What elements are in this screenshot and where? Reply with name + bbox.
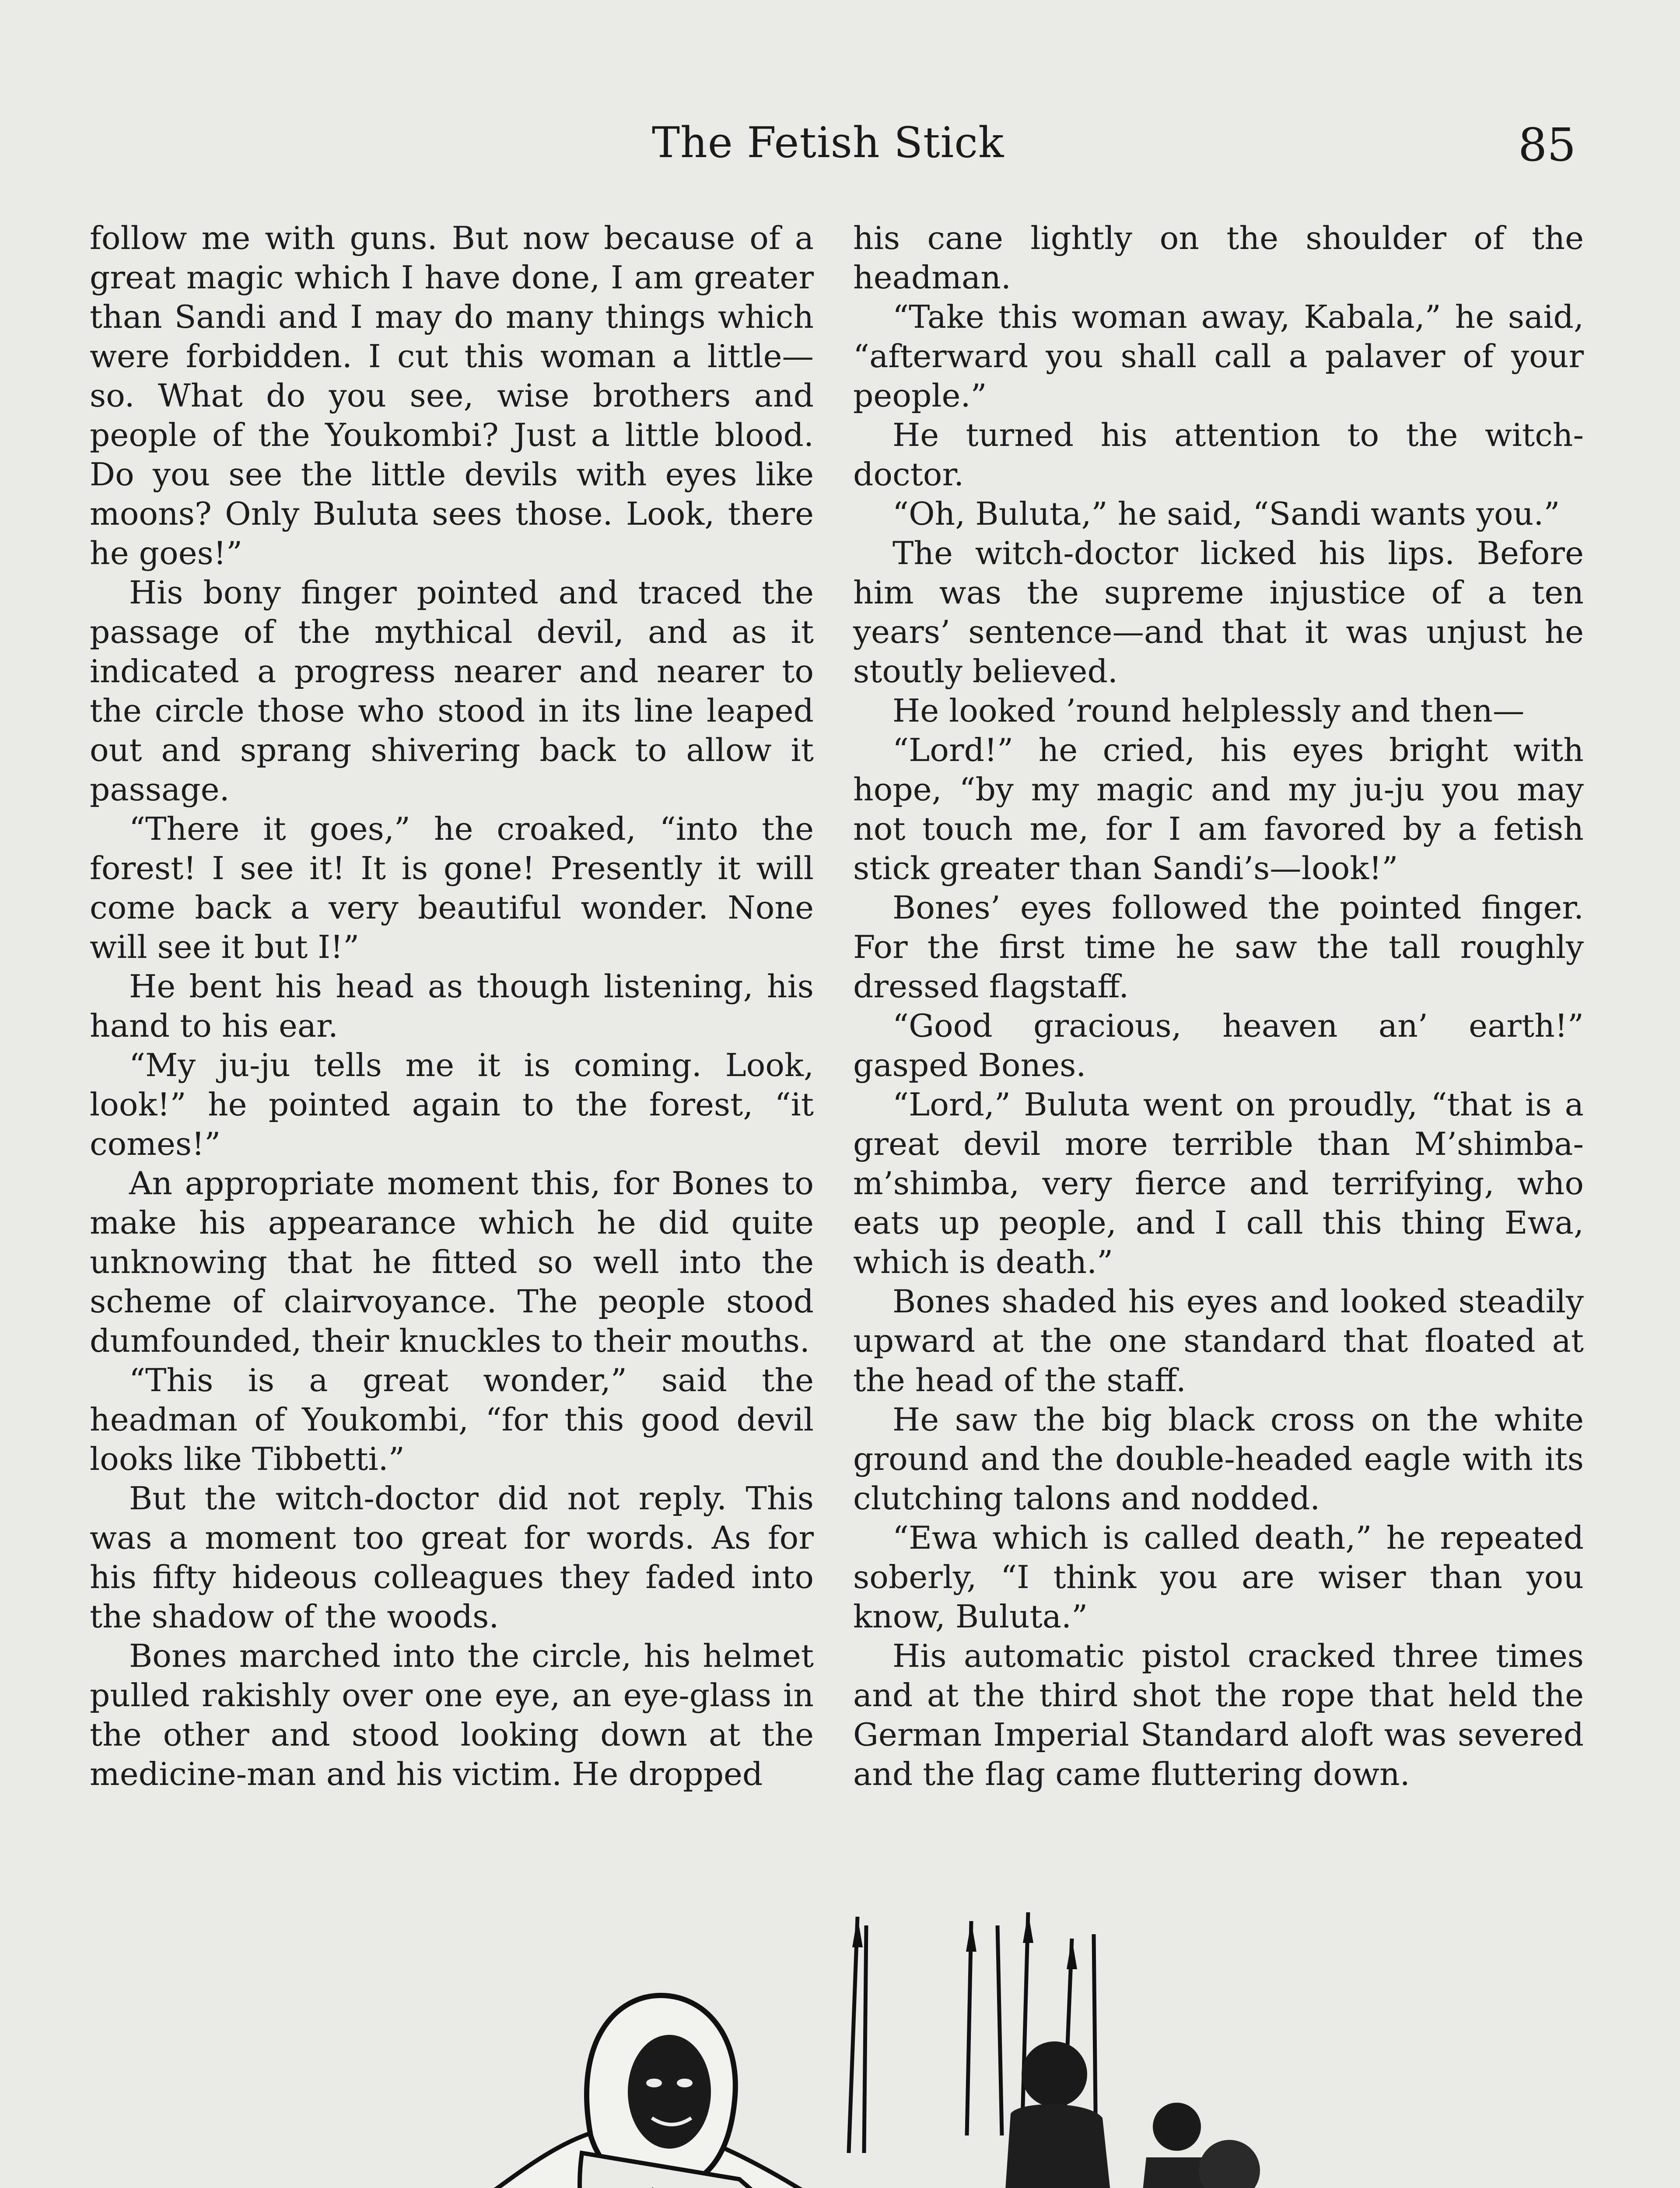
- paragraph: “Lord,” Buluta went on proudly, “that is a great devil more terrible than M’shimba-m’shimba, very fierce and terrifying, who eats up people, and I call this thing Ewa, which is death.”: [853, 1087, 1584, 1281]
- paragraph: “There it goes,” he croaked, “into the forest! I see it! It is gone! Presently it will come back a very beautiful wonder. None will see it but I!”: [90, 811, 814, 966]
- right-text-column: [853, 219, 1584, 1794]
- paragraph: “Good gracious, heaven an’ earth!” gasped Bones.: [853, 1008, 1584, 1084]
- paragraph: He looked ’round helplessly and then—: [892, 693, 1525, 729]
- paragraph: But the witch-doctor did not reply. This was a moment too great for words. As for his fifty hideous colleagues they faded into the shadow of the woods.: [90, 1480, 814, 1635]
- paragraph: “Oh, Buluta,” he said, “Sandi wants you.”: [892, 496, 1560, 533]
- paragraph: “This is a great wonder,” said the headman of Youkombi, “for this good devil looks like Tibbetti.”: [90, 1362, 814, 1478]
- paragraph: “Take this woman away, Kabala,” he said, “afterward you shall call a palaver of your people.”: [853, 299, 1584, 414]
- paragraph: “My ju-ju tells me it is coming. Look, look!” he pointed again to the forest, “it comes!”: [90, 1047, 814, 1163]
- paragraph: his cane lightly on the shoulder of the headman.: [853, 220, 1584, 296]
- paragraph: An appropriate moment this, for Bones to make his appearance which he did quite unknowing that he fitted so well into the scheme of clairvoyance. The people stood dumfounded, their knuckles to their mouths.: [90, 1165, 814, 1360]
- paragraph: He bent his head as though listening, his hand to his ear.: [90, 968, 814, 1045]
- paragraph: follow me with guns. But now because of a great magic which I have done, I am greater than Sandi and I may do many things which were forbidden. I cut this woman a little—so. What do you see, wise brothers and people of the Youkombi? Just a little blood. Do you see the little devils with eyes like moons? Only Buluta sees those. Look, there he goes!”: [90, 220, 814, 572]
- page-number: 85: [1518, 118, 1576, 172]
- running-head-title: The Fetish Stick: [652, 118, 1004, 167]
- paragraph: Bones’ eyes followed the pointed finger. For the first time he saw the tall roughly dressed flagstaff.: [853, 890, 1584, 1005]
- paragraph: He saw the big black cross on the white ground and the double-headed eagle with its clutching talons and nodded.: [853, 1402, 1584, 1517]
- paragraph: “Ewa which is called death,” he repeated soberly, “I think you are wiser than you know, Buluta.”: [853, 1520, 1584, 1635]
- paragraph: The witch-doctor licked his lips. Before him was the supreme injustice of a ten years’ sentence—and that it was unjust he stoutly believed.: [853, 535, 1584, 690]
- left-text-column: [90, 219, 814, 1794]
- paragraph: Bones marched into the circle, his helmet pulled rakishly over one eye, an eye-glass in the other and stood looking down at the medicine-man and his victim. He dropped: [90, 1638, 814, 1793]
- paragraph: His bony finger pointed and traced the passage of the mythical devil, and as it indicated a progress nearer and nearer to the circle those who stood in its line leaped out and sprang shivering back to allow it passage.: [90, 575, 814, 808]
- paragraph: Bones shaded his eyes and looked steadily upward at the one standard that floated at the head of the staff.: [853, 1283, 1584, 1399]
- paragraph: “Lord!” he cried, his eyes bright with hope, “by my magic and my ju-ju you may not touch me, for I am favored by a fetish stick greater than Sandi’s—look!”: [853, 732, 1584, 887]
- pen-ink-illustration: [346, 1908, 1413, 2188]
- paragraph: His automatic pistol cracked three times and at the third shot the rope that held the German Imperial Standard aloft was severed and the flag came fluttering down.: [853, 1638, 1584, 1793]
- paragraph: He turned his attention to the witch-doctor.: [853, 417, 1584, 493]
